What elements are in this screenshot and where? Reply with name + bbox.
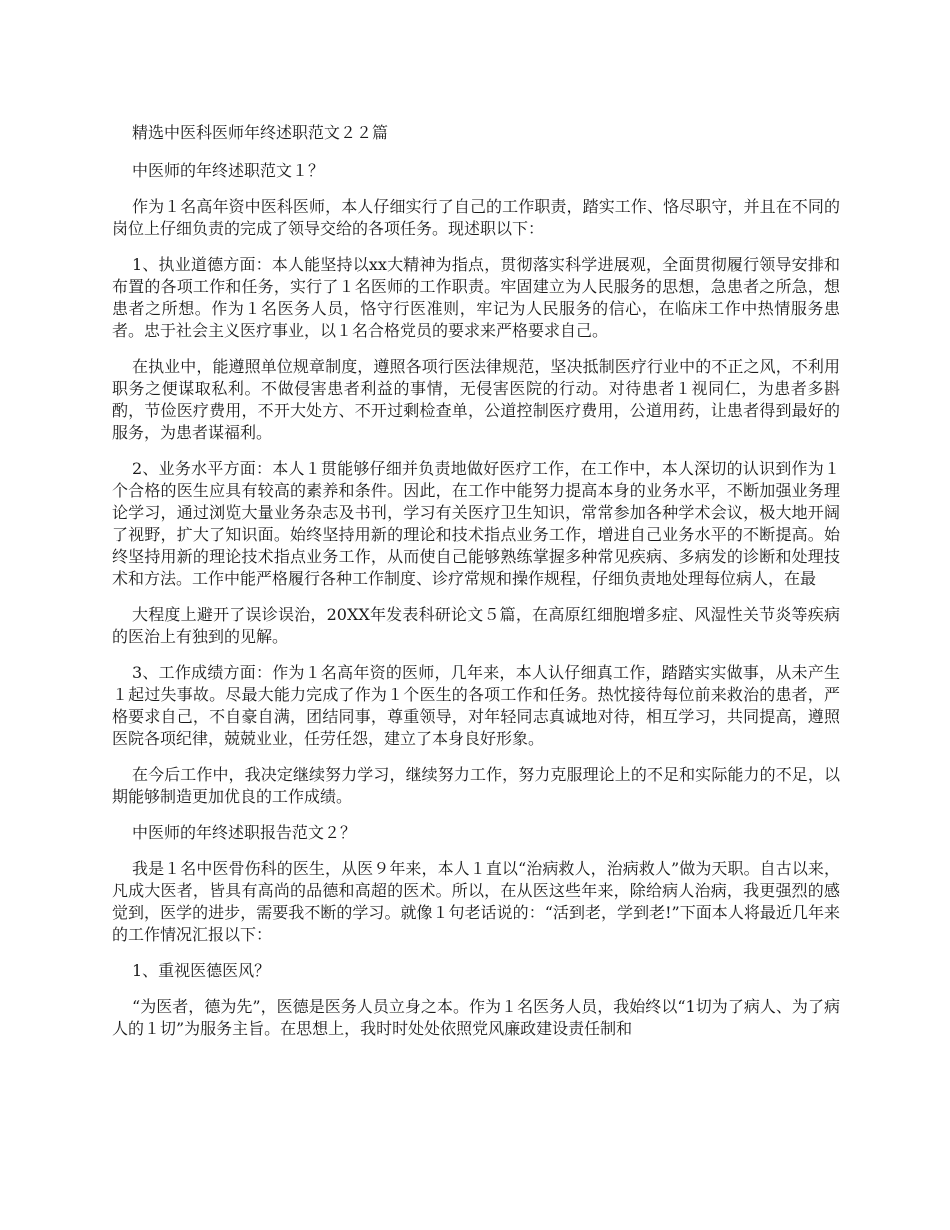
document-page xyxy=(112,122,840,1040)
paragraph: 在今后工作中，我决定继续努力学习，继续努力工作，努力克服理论上的不足和实际能力的不足，以期能够制造更加优良的工作成绩。 xyxy=(112,765,840,806)
paragraph: 1、执业道德方面：本人能坚持以xx大精神为指点，贯彻落实科学进展观，全面贯彻履行领导安排和布置的各项工作和任务，实行了１名医师的工作职责。牢固建立为人民服务的思想，急患者之所急，想患者之所想。作为１名医务人员，恪守行医准则，牢记为人民服务的信心，在临床工作中热情服务患者。忠于社会主义医疗事业，以１名合格党员的要求来严格要求自己。 xyxy=(112,255,840,340)
paragraph: 在执业中，能遵照单位规章制度，遵照各项行医法律规范，坚决抵制医疗行业中的不正之风，不利用职务之便谋取私利。不做侵害患者利益的事情，无侵害医院的行动。对待患者１视同仁，为患者多斟酌，节俭医疗费用，不开大处方、不开过剩检查单，公道控制医疗费用，公道用药，让患者得到最好的服务，为患者谋福利。 xyxy=(112,357,840,442)
paragraph: 大程度上避开了误诊误治，20XX年发表科研论文５篇，在高原红细胞增多症、风湿性关节炎等疾病的医治上有独到的见解。 xyxy=(112,605,840,646)
paragraph: “为医者，德为先”，医德是医务人员立身之本。作为１名医务人员，我始终以“1切为了病人、为了病人的１切”为服务主旨。在思想上，我时时处处依照党风廉政建设责任制和 xyxy=(112,997,840,1038)
paragraph: 3、工作成绩方面：作为１名高年资的医师，几年来，本人认仔细真工作，踏踏实实做事，从未产生１起过失事故。尽最大能力完成了作为１个医生的各项工作和任务。热忱接待每位前来救治的患者，严格要求自己，不自豪自满，团结同事，尊重领导，对年轻同志真诚地对待，相互学习，共同提高，遵照医院各项纪律，兢兢业业，任劳任怨，建立了本身良好形象。 xyxy=(112,663,840,748)
section-heading-2: 中医师的年终述职报告范文２？ xyxy=(132,823,357,842)
paragraph: 作为１名高年资中医科医师，本人仔细实行了自己的工作职责，踏实工作、恪尽职守，并且在不同的岗位上仔细负责的完成了领导交给的各项任务。现述职以下： xyxy=(112,197,840,238)
document-title: 精选中医科医师年终述职范文２２篇 xyxy=(132,123,389,142)
section-heading-1: 中医师的年终述职范文１？ xyxy=(132,161,325,180)
subheading: 1、重视医德医风？ xyxy=(132,961,271,980)
paragraph: 2、业务水平方面：本人１贯能够仔细并负责地做好医疗工作，在工作中，本人深切的认识到作为１个合格的医生应具有较高的素养和条件。因此，在工作中能努力提高本身的业务水平，不断加强业务理论学习，通过浏览大量业务杂志及书刊，学习有关医疗卫生知识，常常参加各种学术会议，极大地开阔了视野，扩大了知识面。始终坚持用新的理论和技术指点业务工作，增进自己业务水平的不断提高。始终坚持用新的理论技术指点业务工作，从而使自己能够熟练掌握多种常见疾病、多病发的诊断和处理技术和方法。工作中能严格履行各种工作制度、诊疗常规和操作规程，仔细负责地处理每位病人，在最 xyxy=(112,459,840,588)
paragraph: 我是１名中医骨伤科的医生，从医９年来，本人１直以“治病救人，治病救人”做为天职。自古以来，凡成大医者，皆具有高尚的品德和高超的医术。所以，在从医这些年来，除给病人治病，我更强烈的感觉到，医学的进步，需要我不断的学习。就像１句老话说的：“活到老，学到老!”下面本人将最近几年来的工作情况汇报以下： xyxy=(112,859,840,944)
